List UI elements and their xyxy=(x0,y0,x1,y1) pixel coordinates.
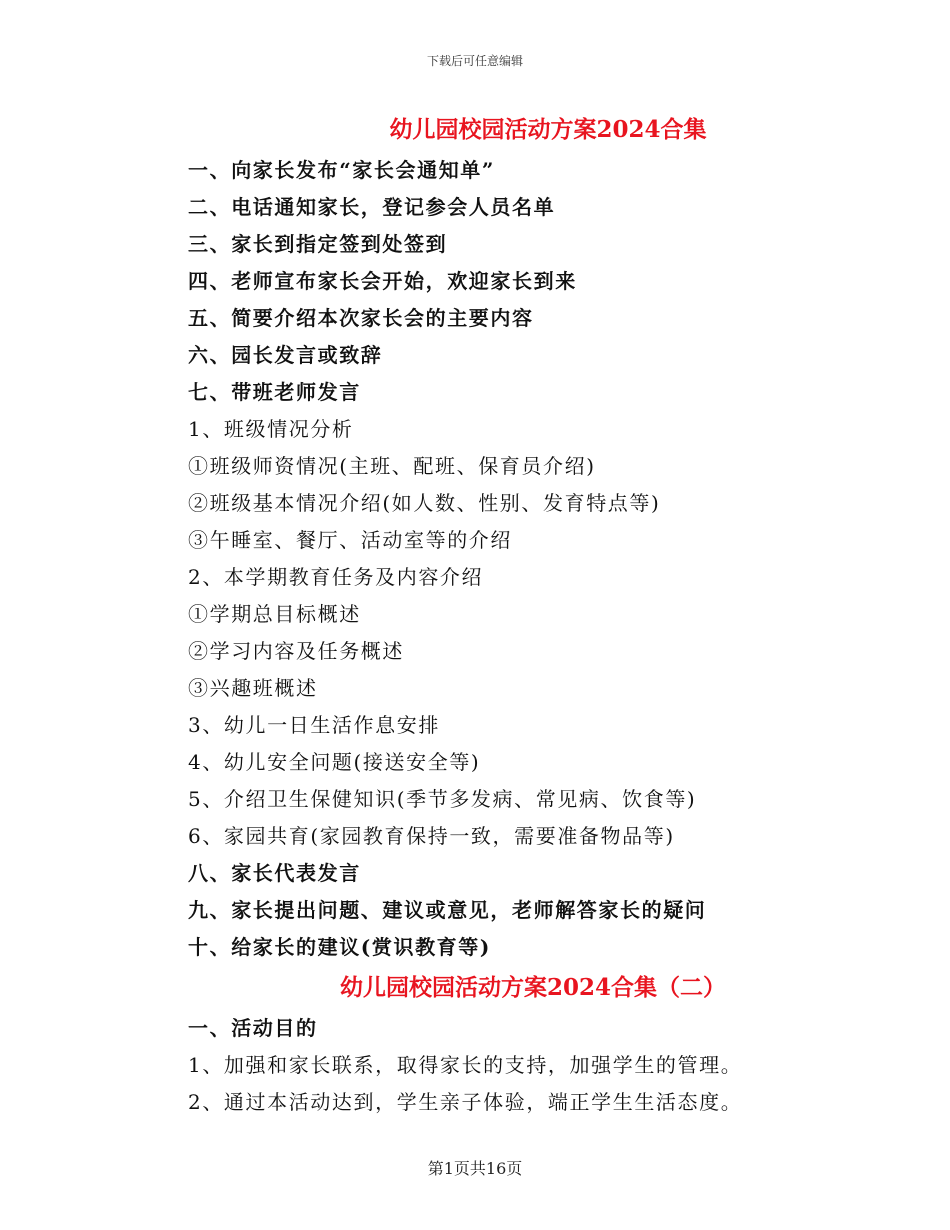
list-item: 七、带班老师发言 xyxy=(188,380,361,404)
list-item: 2、通过本活动达到，学生亲子体验，端正学生生活态度。 xyxy=(188,1090,743,1114)
list-item: 2、本学期教育任务及内容介绍 xyxy=(188,565,484,589)
list-item: ③午睡室、餐厅、活动室等的介绍 xyxy=(188,528,512,552)
list-item: 六、园长发言或致辞 xyxy=(188,343,383,367)
page-header: 下载后可任意编辑 xyxy=(426,54,523,68)
list-item: 6、家园共育(家园教育保持一致，需要准备物品等) xyxy=(188,824,675,848)
list-item: 3、幼儿一日生活作息安排 xyxy=(188,713,440,737)
list-item: 5、介绍卫生保健知识(季节多发病、常见病、饮食等) xyxy=(188,787,697,811)
list-item: 四、老师宣布家长会开始，欢迎家长到来 xyxy=(188,269,577,293)
document-body xyxy=(188,108,908,1121)
list-item: 三、家长到指定签到处签到 xyxy=(188,232,448,256)
list-item: 八、家长代表发言 xyxy=(188,861,361,885)
list-item: ③兴趣班概述 xyxy=(188,676,318,700)
list-item: 二、电话通知家长，登记参会人员名单 xyxy=(188,195,556,219)
list-item: 1、加强和家长联系，取得家长的支持，加强学生的管理。 xyxy=(188,1053,743,1077)
list-item: ①班级师资情况(主班、配班、保育员介绍) xyxy=(188,454,596,478)
list-item: ①学期总目标概述 xyxy=(188,602,361,626)
list-item: 一、活动目的 xyxy=(188,1016,318,1040)
document-title-2: 幼儿园校园活动方案2024合集（二） xyxy=(339,974,726,1001)
list-item: 五、简要介绍本次家长会的主要内容 xyxy=(188,306,534,330)
list-item: 4、幼儿安全问题(接送安全等) xyxy=(188,750,481,774)
section-1-list xyxy=(188,152,908,966)
list-item: 一、向家长发布“家长会通知单” xyxy=(188,158,496,182)
page-footer: 第1页共16页 xyxy=(427,1159,523,1178)
list-item: ②学习内容及任务概述 xyxy=(188,639,404,663)
list-item: 九、家长提出问题、建议或意见，老师解答家长的疑问 xyxy=(188,898,707,922)
list-item: 1、班级情况分析 xyxy=(188,417,354,441)
section-2-list xyxy=(188,1010,908,1121)
list-item: 十、给家长的建议(赏识教育等) xyxy=(188,935,491,959)
document-title-1: 幼儿园校园活动方案2024合集 xyxy=(389,116,707,143)
list-item: ②班级基本情况介绍(如人数、性别、发育特点等) xyxy=(188,491,661,515)
